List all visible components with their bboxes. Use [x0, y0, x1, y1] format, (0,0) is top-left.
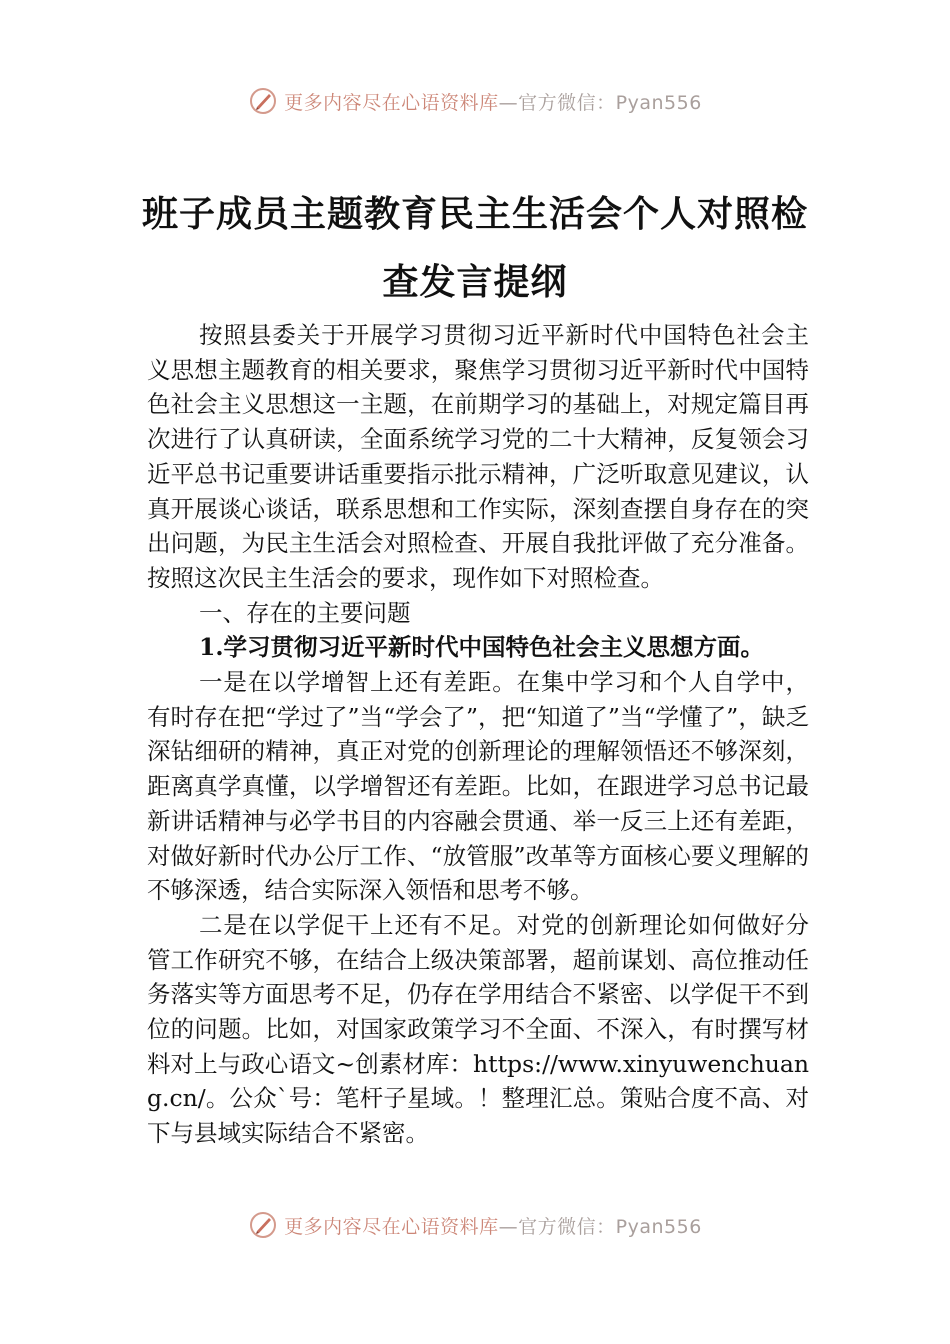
subsection-heading: 1.学习贯彻习近平新时代中国特色社会主义思想方面。 [199, 633, 765, 662]
watermark-text [284, 1212, 702, 1239]
intro-paragraph: 按照县委关于开展学习贯彻习近平新时代中国特色社会主义思想主题教育的相关要求，聚焦学习贯彻习近平新时代中国特色社会主义思想这一主题，在前期学习的基础上，对规定篇目再次进行了认真研读，全面系统学习党的二十大精神，反复领会习近平总书记重要讲话重要指示批示精神，广泛听取意见建议，认真开展谈心谈话，联系思想和工作实际，深刻查摆自身存在的突出问题，为民主生活会对照检查、开展自我批评做了充分准备。按照这次民主生活会的要求，现作如下对照检查。 [147, 321, 809, 592]
document-title-line-2: 查发言提纲 [382, 261, 568, 303]
point-1-paragraph: 一是在以学增智上还有差距。在集中学习和个人自学中，有时存在把“学过了”当“学会了”，把“知道了”当“学懂了”，缺乏深钻细研的精神，真正对党的创新理论的理解领悟还不够深刻，距离真学真懂，以学增智还有差距。比如，在跟进学习总书记最新讲话精神与必学书目的内容融会贯通、举一反三上还有差距，对做好新时代办公厅工作、“放管服”改革等方面核心要义理解的不够深透，结合实际深入领悟和思考不够。 [147, 668, 809, 905]
section-heading: 一、存在的主要问题 [199, 598, 411, 627]
watermark-colored-text: 更多内容尽在心语资料库 [284, 91, 499, 114]
document-title-line-1: 班子成员主题教育民主生活会个人对照检 [141, 193, 808, 235]
document-body [147, 318, 809, 1151]
header-watermark [0, 86, 950, 116]
watermark-text [284, 88, 702, 115]
watermark-grey-text: —官方微信：Pyan556 [498, 91, 702, 114]
point-2-paragraph: 二是在以学促干上还有不足。对党的创新理论如何做好分管工作研究不够，在结合上级决策部署，超前谋划、高位推动任务落实等方面思考不足，仍存在学用结合不紧密、以学促干不到位的问题。比如，对国家政策学习不全面、不深入，有时撰写材料对上与政心语文~创素材库：https://www.xinyuwenchuang.cn/。公众`号：笔杆子星域。！整理汇总。策贴合度不高、对下与县域实际结合不紧密。 [147, 910, 809, 1148]
footer-watermark [0, 1210, 950, 1240]
watermark-colored-text: 更多内容尽在心语资料库 [284, 1215, 499, 1238]
watermark-grey-text: —官方微信：Pyan556 [498, 1215, 702, 1238]
pen-logo-icon [248, 86, 278, 116]
pen-logo-icon [248, 1210, 278, 1240]
